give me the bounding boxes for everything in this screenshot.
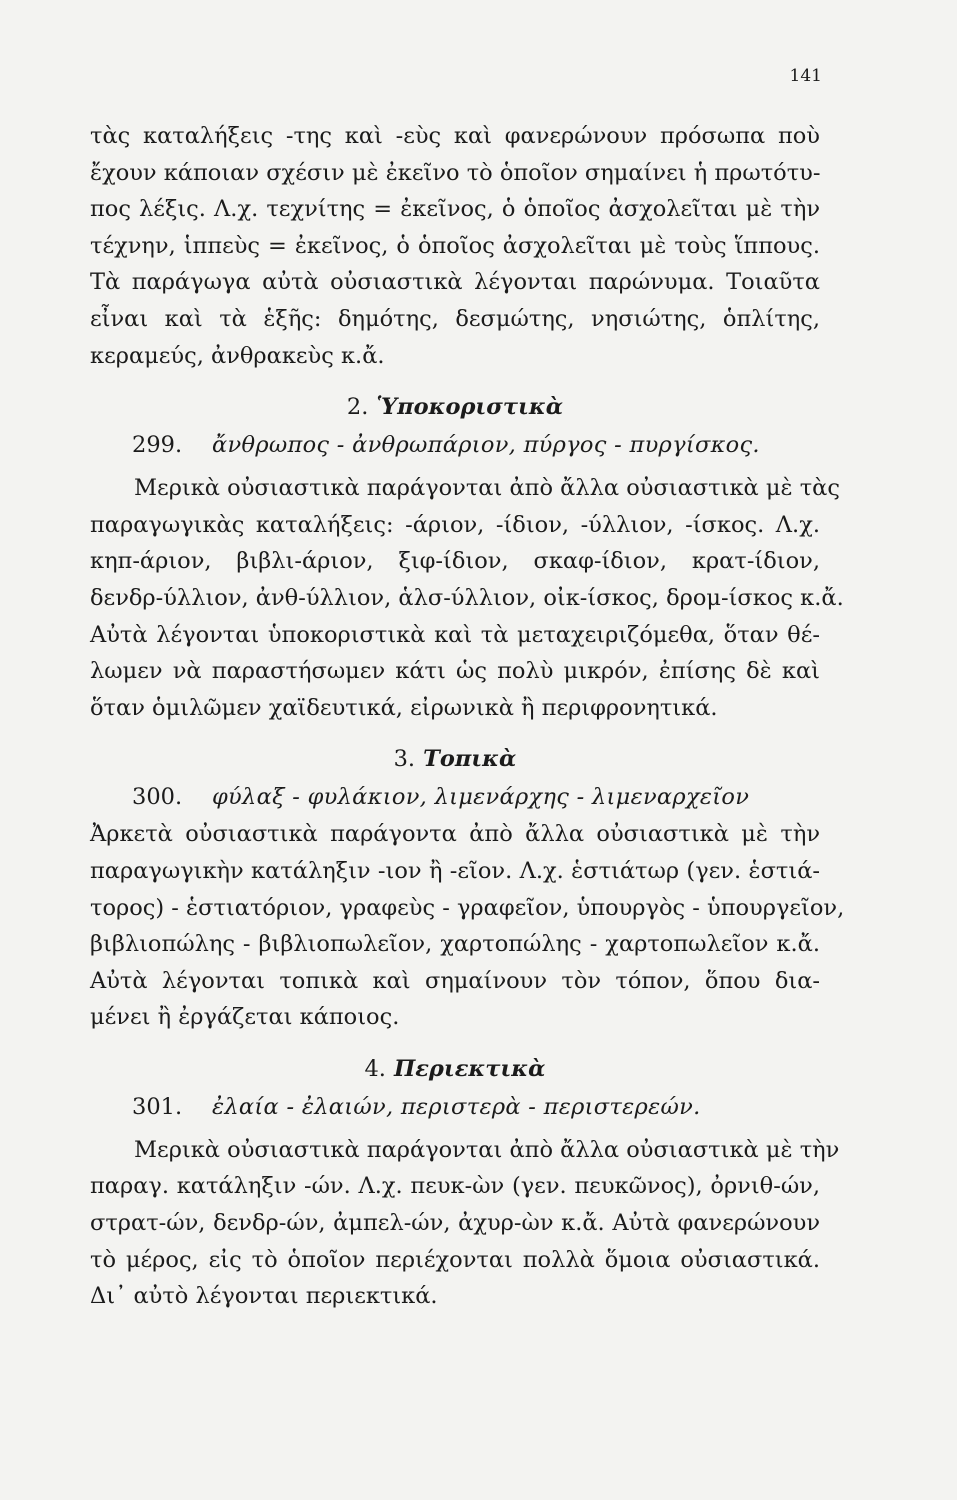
text-line: δενδρ-ύλλιον, ἀνθ-ύλλιον, ἁλσ-ύλλιον, οἰκ-ίσκος, δρομ-ίσκος κ.ἄ. [90, 584, 844, 611]
text-line: Αὐτὰ λέγονται ὑποκοριστικὰ καὶ τὰ μεταχειριζόμεθα, ὅταν θέ- [90, 621, 820, 648]
text-line: τορος) - ἑστιατόριον, γραφεὺς - γραφεῖον, ὑπουργὸς - ὑπουργεῖον, [90, 894, 845, 921]
paragraph-periektika [90, 1132, 840, 1315]
text-line: κεραμεύς, ἀνθρακεὺς κ.ἄ. [90, 342, 385, 369]
text-line: Δι᾿ αὐτὸ λέγονται περιεκτικά. [90, 1283, 438, 1310]
text-line: βιβλιοπώλης - βιβλιοπωλεῖον, χαρτοπώλης - χαρτοπωλεῖον κ.ἄ. [90, 931, 820, 958]
text-line: τέχνην, ἱππεὺς = ἐκεῖνος, ὁ ὁποῖος ἀσχολεῖται μὲ τοὺς ἵππους. [90, 232, 820, 259]
section-number: 4. [364, 1055, 386, 1082]
paragraph-paronyma [90, 118, 820, 374]
text-line: πος λέξις. Λ.χ. τεχνίτης = ἐκεῖνος, ὁ ὁποῖος ἀσχολεῖται μὲ τὴν [90, 196, 820, 223]
example-words: φύλαξ - φυλάκιον, λιμενάρχης - λιμεναρχεῖον [212, 784, 750, 811]
section-number: 2. [346, 394, 369, 421]
section-number: 3. [393, 746, 416, 773]
section-title: Περιεκτικὰ [393, 1055, 546, 1082]
section-heading-2 [90, 388, 820, 426]
text-line: Αὐτὰ λέγονται τοπικὰ καὶ σημαίνουν τὸν τόπον, ὅπου δια- [90, 967, 820, 994]
example-number: 299. [132, 432, 183, 459]
text-line: παραγωγικὰς καταλήξεις: -άριον, -ίδιον, -ύλλιον, -ίσκος. Λ.χ. [90, 511, 820, 538]
example-300 [90, 778, 820, 816]
text-line: παραγωγικὴν κατάληξιν -ιον ἢ -εῖον. Λ.χ. ἑστιάτωρ (γεν. ἑστιά- [90, 857, 820, 884]
text-line: κηπ-άριον, βιβλι-άριον, ξιφ-ίδιον, σκαφ-ίδιον, κρατ-ίδιον, [90, 548, 820, 575]
text-line: Μερικὰ οὐσιαστικὰ παράγονται ἀπὸ ἄλλα οὐσιαστικὰ μὲ τὴν [134, 1136, 840, 1163]
text-line: Ἀρκετὰ οὐσιαστικὰ παράγοντα ἀπὸ ἄλλα οὐσιαστικὰ μὲ τὴν [90, 821, 820, 848]
text-line: μένει ἢ ἐργάζεται κάποιος. [90, 1004, 400, 1031]
example-words: ἐλαία - ἐλαιών, περιστερὰ - περιστερεών. [212, 1093, 701, 1120]
page-body [90, 118, 845, 1315]
text-line: τὰς καταλήξεις -της καὶ -εὺς καὶ φανερώνουν πρόσωπα ποὺ [90, 123, 820, 149]
section-heading-4 [90, 1050, 820, 1088]
example-301 [90, 1088, 820, 1126]
example-words: ἄνθρωπος - ἀνθρωπάριον, πύργος - πυργίσκος. [212, 432, 760, 459]
example-299 [90, 426, 820, 464]
text-line: Τὰ παράγωγα αὐτὰ οὐσιαστικὰ λέγονται παρώνυμα. Τοιαῦτα [90, 269, 820, 296]
text-line: παραγ. κατάληξιν -ών. Λ.χ. πευκ-ὼν (γεν. πευκῶνος), ὀρνιθ-ών, [90, 1173, 820, 1200]
example-number: 301. [132, 1093, 183, 1120]
text-line: λωμεν νὰ παραστήσωμεν κάτι ὡς πολὺ μικρόν, ἐπίσης δὲ καὶ [90, 658, 820, 685]
text-line: τὸ μέρος, εἰς τὸ ὁποῖον περιέχονται πολλὰ ὅμοια οὐσιαστικά. [90, 1246, 820, 1273]
example-number: 300. [132, 784, 183, 811]
paragraph-hypokoristika [90, 470, 844, 726]
paragraph-topika [90, 816, 845, 1036]
text-line: ὅταν ὁμιλῶμεν χαϊδευτικά, εἰρωνικὰ ἢ περιφρονητικά. [90, 694, 718, 721]
page-number: 141 [789, 66, 822, 86]
section-title: Ὑποκοριστικὰ [376, 394, 564, 421]
text-line: στρατ-ών, δενδρ-ών, ἀμπελ-ών, ἀχυρ-ὼν κ.ἄ. Αὐτὰ φανερώνουν [90, 1210, 820, 1237]
section-heading-3 [90, 740, 820, 778]
section-title: Τοπικὰ [423, 746, 517, 773]
text-line: εἶναι καὶ τὰ ἑξῆς: δημότης, δεσμώτης, νησιώτης, ὁπλίτης, [90, 305, 820, 332]
text-line: Μερικὰ οὐσιαστικὰ παράγονται ἀπὸ ἄλλα οὐσιαστικὰ μὲ τὰς [134, 475, 840, 502]
text-line: ἔχουν κάποιαν σχέσιν μὲ ἐκεῖνο τὸ ὁποῖον σημαίνει ἡ πρωτότυ- [90, 159, 821, 186]
